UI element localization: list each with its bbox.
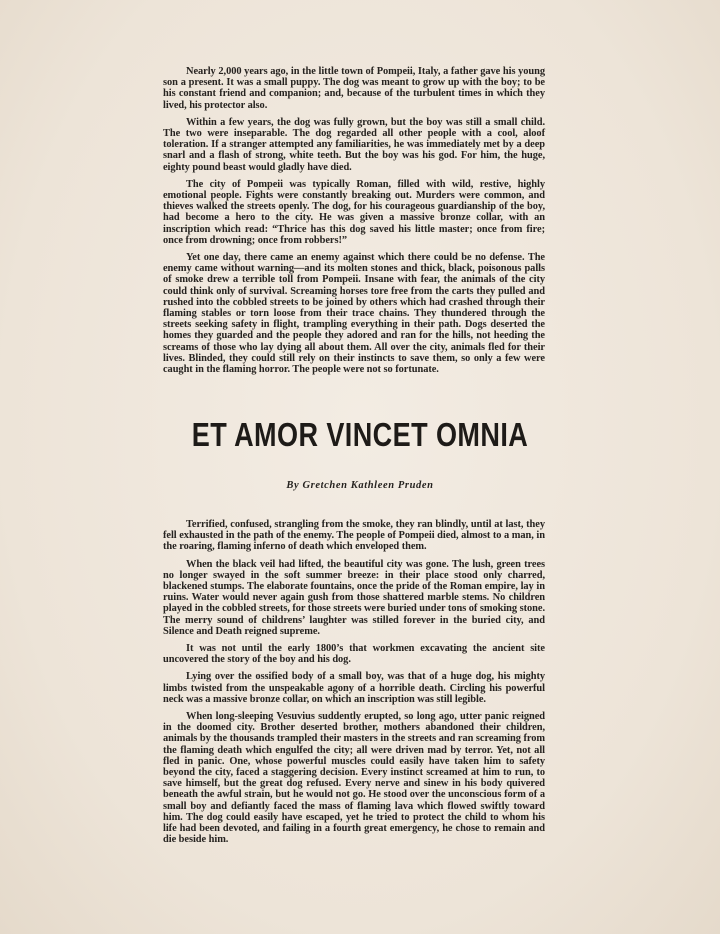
article-title: ET AMOR VINCET OMNIA bbox=[191, 416, 529, 453]
paragraph: Nearly 2,000 years ago, in the little town of Pompeii, Italy, a father gave his young son a present. It was a small puppy. The dog was meant to grow up with the boy; to be his constant friend and companion; and, because of the turbulent times in which they lived, his protector also. bbox=[163, 66, 545, 111]
paragraph: Within a few years, the dog was fully grown, but the boy was still a small child. The two were inseparable. The dog regarded all other people with a cool, aloof toleration. If a stranger attempted any familiarities, he was immediately met by a deep snarl and a flash of strong, white teeth. But the boy was his god. For him, the huge, eighty pound beast would gladly have died. bbox=[163, 116, 545, 173]
author-byline: By Gretchen Kathleen Pruden bbox=[286, 480, 434, 491]
paragraph: Yet one day, there came an enemy against which there could be no defense. The enemy came without warning—and its molten stones and thick, black, poisonous palls of smoke drew a terrible toll from Pompeii. Insane with fear, the animals of the city could think only of survival. Screaming horses tore free from the carts they pulled and rushed into the cobbled streets to be joined by others which had crashed through their flaming stables or torn loose from their trace chains. They thundered through the streets seeking safety in flight, trampling everything in their path. Dogs deserted the homes they guarded and the people they adored and ran for the hills, not heeding the screams of those who lay dying all about them. All over the city, animals fled for their lives. Blinded, they could still rely on their instincts to save them, so only a few were caught in the flaming horror. The people were not so fortunate. bbox=[163, 252, 545, 376]
intro-text-column bbox=[163, 66, 545, 381]
paragraph: The city of Pompeii was typically Roman, filled with wild, restive, highly emotional people. Fights were constantly breaking out. Murders were common, and thieves walked the streets openly. The dog, for his courageous guardianship of the boy, had become a hero to the city. He was given a massive bronze collar, with an inscription which read: “Thrice has this dog saved his little master; once from fire; once from drowning; once from robbers!” bbox=[163, 178, 545, 246]
paragraph: When long-sleeping Vesuvius suddently erupted, so long ago, utter panic reigned in the doomed city. Brother deserted brother, mothers abandoned their children, animals by the thousands trampled their masters in the streets and ran screaming from the flaming death which engulfed the city; all were driven mad by terror. Yet, not all fled in panic. One, whose powerful muscles could easily have taken him to safety beyond the city, faced a staggering decision. Every instinct screamed at him to run, to save himself, but the great dog refused. Every nerve and sinew in his body quivered beneath the awful strain, but he would not go. He stood over the unconscious form of a small boy and defiantly faced the mass of flaming lava which flowed swiftly toward him. The dog could easily have escaped, yet he tried to protect the child to whom his life had been devoted, and failing in a fourth great emergency, he chose to remain and die beside him. bbox=[163, 711, 545, 846]
story-text-column bbox=[163, 519, 545, 851]
paragraph: Terrified, confused, strangling from the smoke, they ran blindly, until at last, they fell exhausted in the path of the enemy. The people of Pompeii died, almost to a man, in the roaring, flaming inferno of death which enveloped them. bbox=[163, 519, 545, 553]
paragraph: When the black veil had lifted, the beautiful city was gone. The lush, green trees no longer swayed in the soft summer breeze: in their place stood only charred, blackened stumps. The elaborate fountains, once the pride of the Roman empire, lay in ruins. Water would never again gush from those shattered marble stems. No children played in the cobbled streets, for those streets were buried under tons of smoking stone. The merry sound of childrens’ laughter was stilled forever in the buried city, and Silence and Death reigned supreme. bbox=[163, 558, 545, 637]
paragraph: It was not until the early 1800’s that workmen excavating the ancient site uncovered the story of the boy and his dog. bbox=[163, 643, 545, 666]
paragraph: Lying over the ossified body of a small boy, was that of a huge dog, his mighty limbs twisted from the unspeakable agony of a horrible death. Circling his powerful neck was a massive bronze collar, on which an inscription was still legible. bbox=[163, 671, 545, 705]
